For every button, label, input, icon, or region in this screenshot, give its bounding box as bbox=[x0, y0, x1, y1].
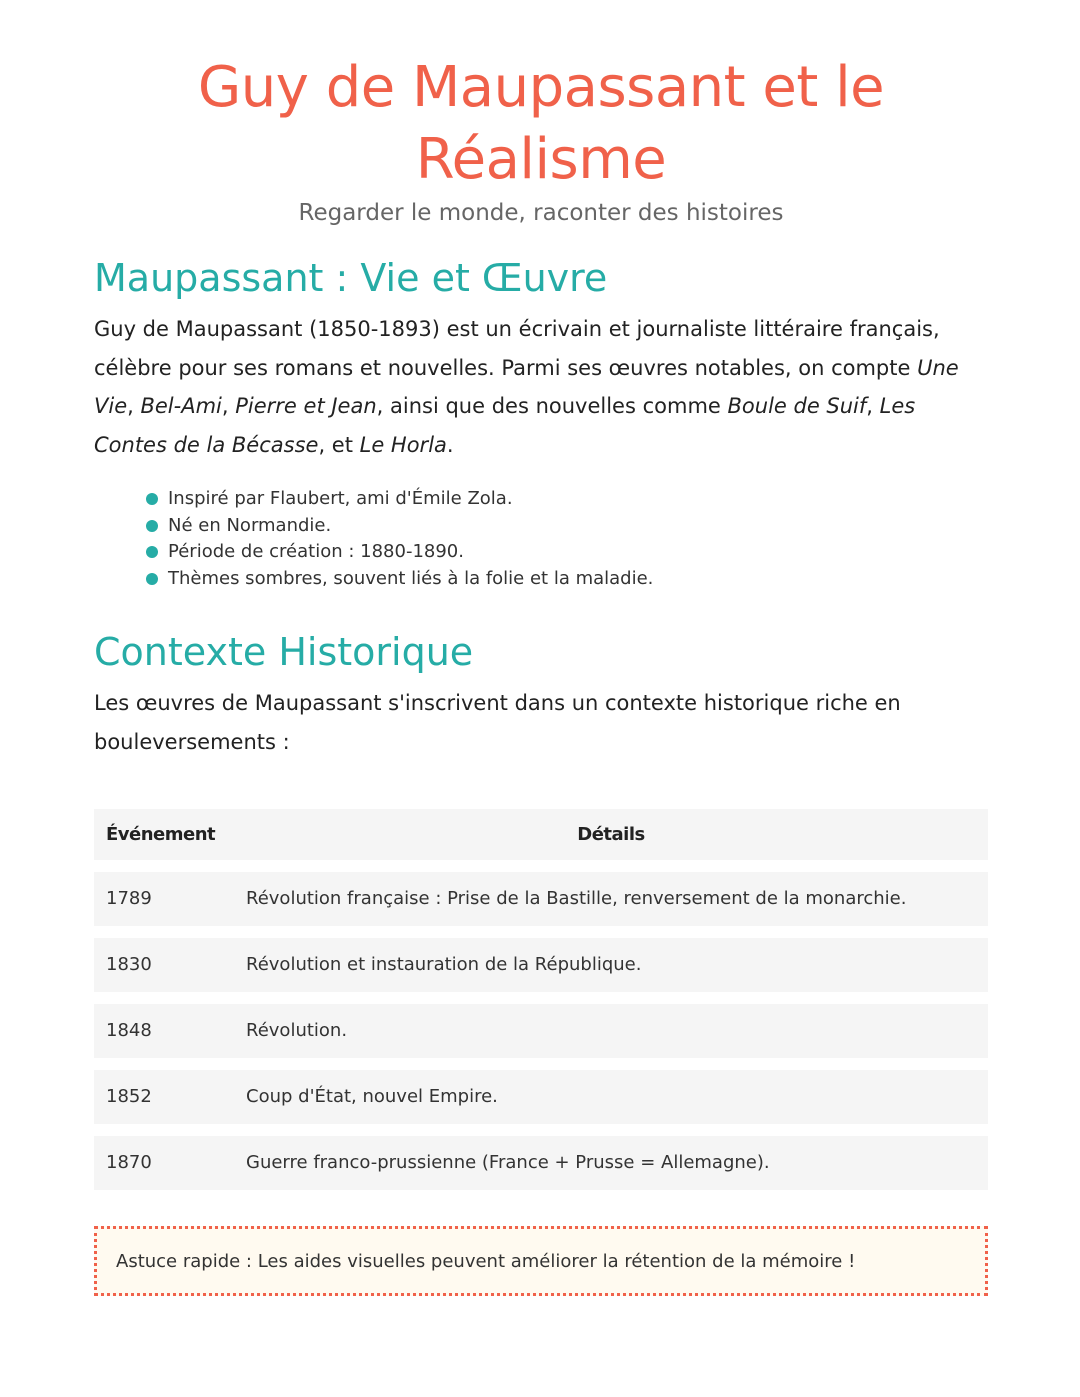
table-row bbox=[94, 1004, 988, 1058]
list-item bbox=[146, 566, 988, 593]
list-item bbox=[146, 539, 988, 566]
intro-text: Guy de Maupassant (1850-1893) est un écrivain et journaliste littéraire français, célèbre pour ses romans et nouvelles. Parmi ses œuvres notables, on compte bbox=[94, 317, 940, 380]
history-table bbox=[94, 797, 988, 1202]
bullet-dot-icon bbox=[146, 520, 158, 532]
intro-text: , bbox=[221, 394, 236, 418]
event-details: Révolution française : Prise de la Bastille, renversement de la monarchie. bbox=[234, 872, 988, 926]
work-title: Une Vie bbox=[94, 355, 959, 418]
intro-text: . bbox=[446, 432, 454, 457]
context-intro-paragraph: Les œuvres de Maupassant s'inscrivent dans un contexte historique riche en bouleversements : bbox=[94, 691, 901, 754]
bullet-dot-icon bbox=[146, 493, 158, 505]
event-details: Révolution et instauration de la République. bbox=[234, 938, 988, 992]
intro-text: , bbox=[127, 394, 141, 418]
life-intro-paragraph bbox=[94, 310, 988, 464]
life-bullet-list bbox=[94, 486, 988, 592]
table-header-row bbox=[94, 809, 988, 860]
work-title: Le Horla bbox=[359, 432, 447, 457]
list-item-text: Thèmes sombres, souvent liés à la folie et la maladie. bbox=[168, 567, 654, 589]
intro-text: , et bbox=[318, 432, 360, 457]
bullet-dot-icon bbox=[146, 546, 158, 558]
work-title: Les Contes de la Bécasse bbox=[94, 394, 916, 457]
event-year: 1789 bbox=[94, 872, 234, 926]
list-item bbox=[146, 513, 988, 540]
list-item-text: Né en Normandie. bbox=[168, 514, 332, 536]
section-heading-context: Contexte Historique bbox=[94, 630, 474, 674]
event-details: Guerre franco-prussienne (France + Prusse = Allemagne). bbox=[234, 1136, 988, 1190]
page-subtitle: Regarder le monde, raconter des histoires bbox=[298, 200, 784, 226]
work-title: Boule de Suif bbox=[727, 394, 867, 418]
table-row bbox=[94, 872, 988, 926]
table-header-event: Événement bbox=[94, 809, 234, 860]
page-title: Guy de Maupassant et le Réalisme bbox=[197, 55, 885, 192]
intro-text: , ainsi que des nouvelles comme bbox=[376, 394, 728, 418]
event-year: 1852 bbox=[94, 1070, 234, 1124]
work-title: Pierre et Jean bbox=[235, 394, 377, 418]
section-heading-life: Maupassant : Vie et Œuvre bbox=[94, 256, 608, 300]
list-item bbox=[146, 486, 988, 513]
table-row bbox=[94, 1136, 988, 1190]
tip-text: Astuce rapide : Les aides visuelles peuvent améliorer la rétention de la mémoire ! bbox=[116, 1250, 856, 1272]
event-year: 1848 bbox=[94, 1004, 234, 1058]
table-row bbox=[94, 1070, 988, 1124]
document-page bbox=[94, 0, 988, 1296]
event-year: 1870 bbox=[94, 1136, 234, 1190]
work-title: Bel-Ami bbox=[140, 394, 222, 418]
tip-box bbox=[94, 1226, 988, 1296]
event-details: Coup d'État, nouvel Empire. bbox=[234, 1070, 988, 1124]
list-item-text: Inspiré par Flaubert, ami d'Émile Zola. bbox=[168, 488, 513, 509]
table-row bbox=[94, 938, 988, 992]
table-header-details: Détails bbox=[234, 809, 988, 860]
list-item-text: Période de création : 1880-1890. bbox=[168, 541, 464, 562]
bullet-dot-icon bbox=[146, 573, 158, 585]
event-details: Révolution. bbox=[234, 1004, 988, 1058]
event-year: 1830 bbox=[94, 938, 234, 992]
intro-text: , bbox=[866, 394, 880, 418]
